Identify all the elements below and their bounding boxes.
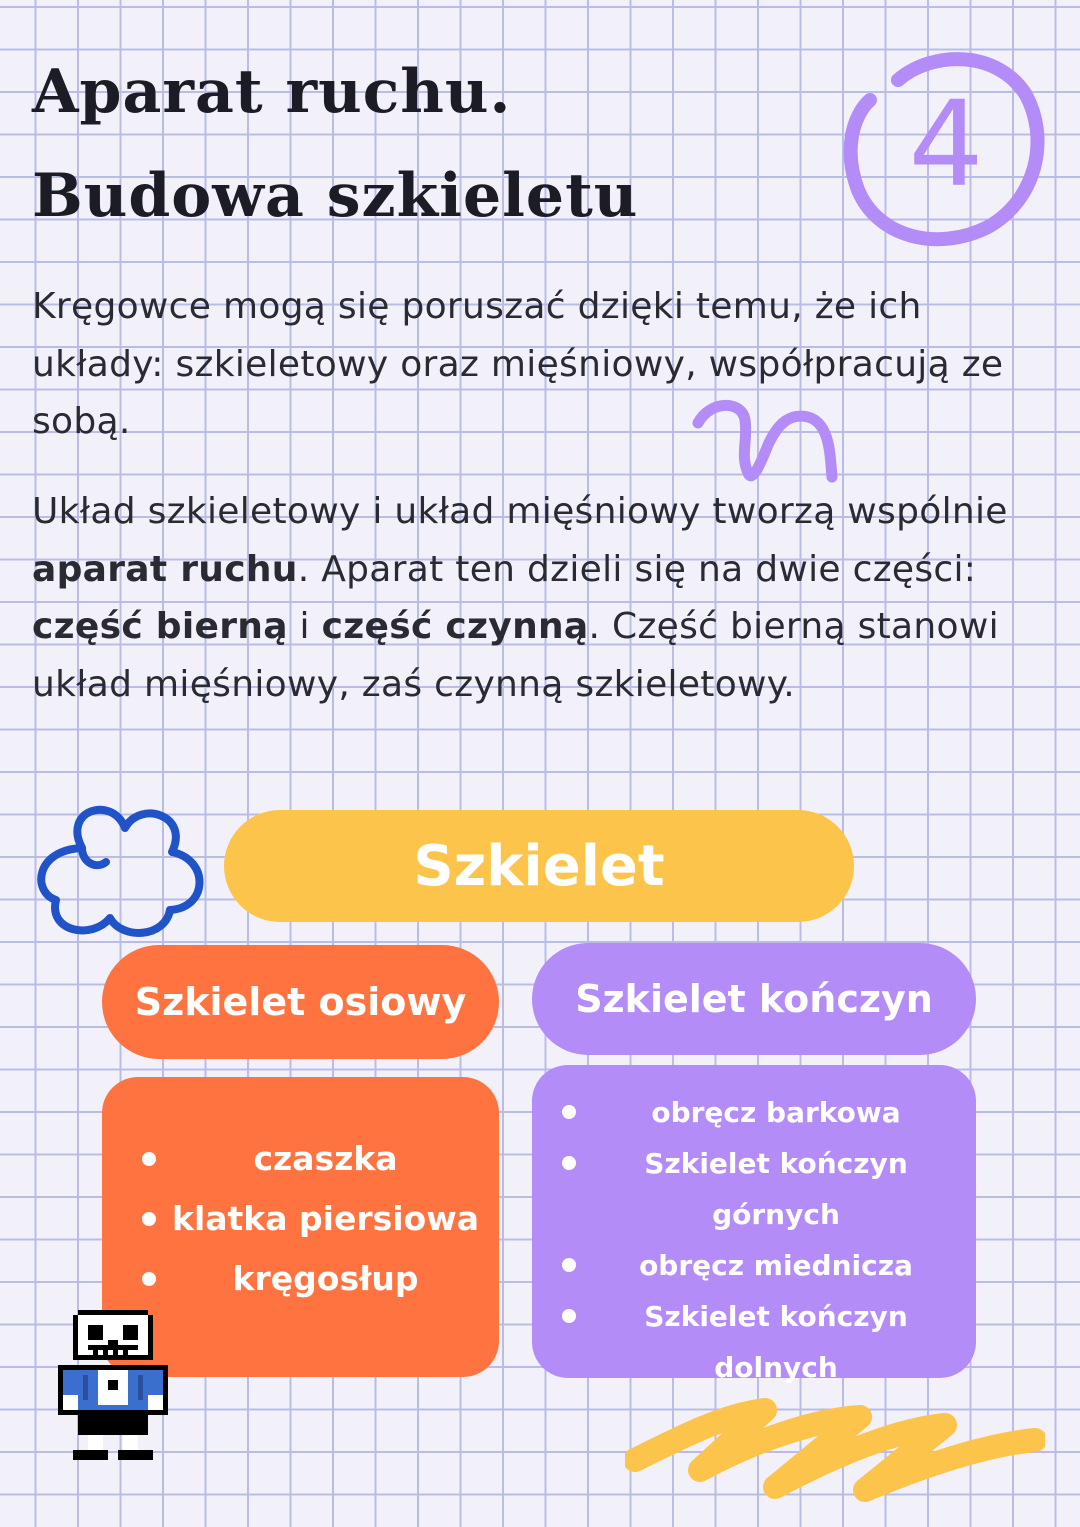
page-title (32, 40, 638, 248)
title-line-1: Aparat ruchu. (32, 57, 512, 127)
circle-number-badge-icon (838, 40, 1048, 250)
axial-skeleton-list (136, 1129, 487, 1309)
list-item: klatka piersiowa (136, 1189, 487, 1249)
list-item: Szkielet kończyn dolnych (558, 1291, 968, 1393)
definition-paragraph (32, 483, 1042, 713)
axial-skeleton-node: Szkielet osiowy (102, 945, 499, 1059)
intro-paragraph: Kręgowce mogą się poruszać dzięki temu, że ich układy: szkieletowy oraz mięśniowy, współpracują ze sobą. (32, 286, 1004, 442)
list-item: obręcz miednicza (558, 1240, 968, 1291)
list-item: czaszka (136, 1129, 487, 1189)
limb-skeleton-node: Szkielet kończyn (532, 943, 976, 1055)
title-line-2: Budowa szkieletu (32, 161, 639, 231)
bold-term-czesc-bierna: część bierną (32, 606, 288, 647)
skeleton-pixel-sprite-icon (53, 1305, 173, 1465)
paragraph-text-2: . Aparat ten dzieli się na dwie części: (297, 548, 977, 590)
paragraph-text-4: . Część bierną stanowi układ mięśniowy, zaś czynną szkieletowy. (32, 606, 999, 705)
list-item: kręgosłup (136, 1249, 487, 1309)
paragraph-text-3: i (287, 606, 322, 647)
badge-number: 4 (908, 75, 984, 213)
squiggle-doodle-icon (690, 395, 850, 485)
skeleton-root-node: Szkielet (224, 810, 854, 922)
list-item: Szkielet kończyn (558, 1138, 968, 1189)
cloud-doodle-icon (30, 790, 210, 940)
limb-skeleton-card (532, 1065, 976, 1384)
list-item-continuation: górnych (712, 1198, 840, 1231)
bold-term-czesc-czynna: część czynną (321, 606, 589, 647)
paragraph-text-1: Układ szkieletowy i układ mięśniowy tworzą wspólnie (32, 491, 1008, 532)
bold-term-aparat-ruchu: aparat ruchu (32, 548, 298, 590)
zigzag-doodle-icon (625, 1395, 1045, 1505)
list-item: obręcz barkowa (558, 1087, 968, 1138)
limb-skeleton-list (558, 1087, 968, 1393)
